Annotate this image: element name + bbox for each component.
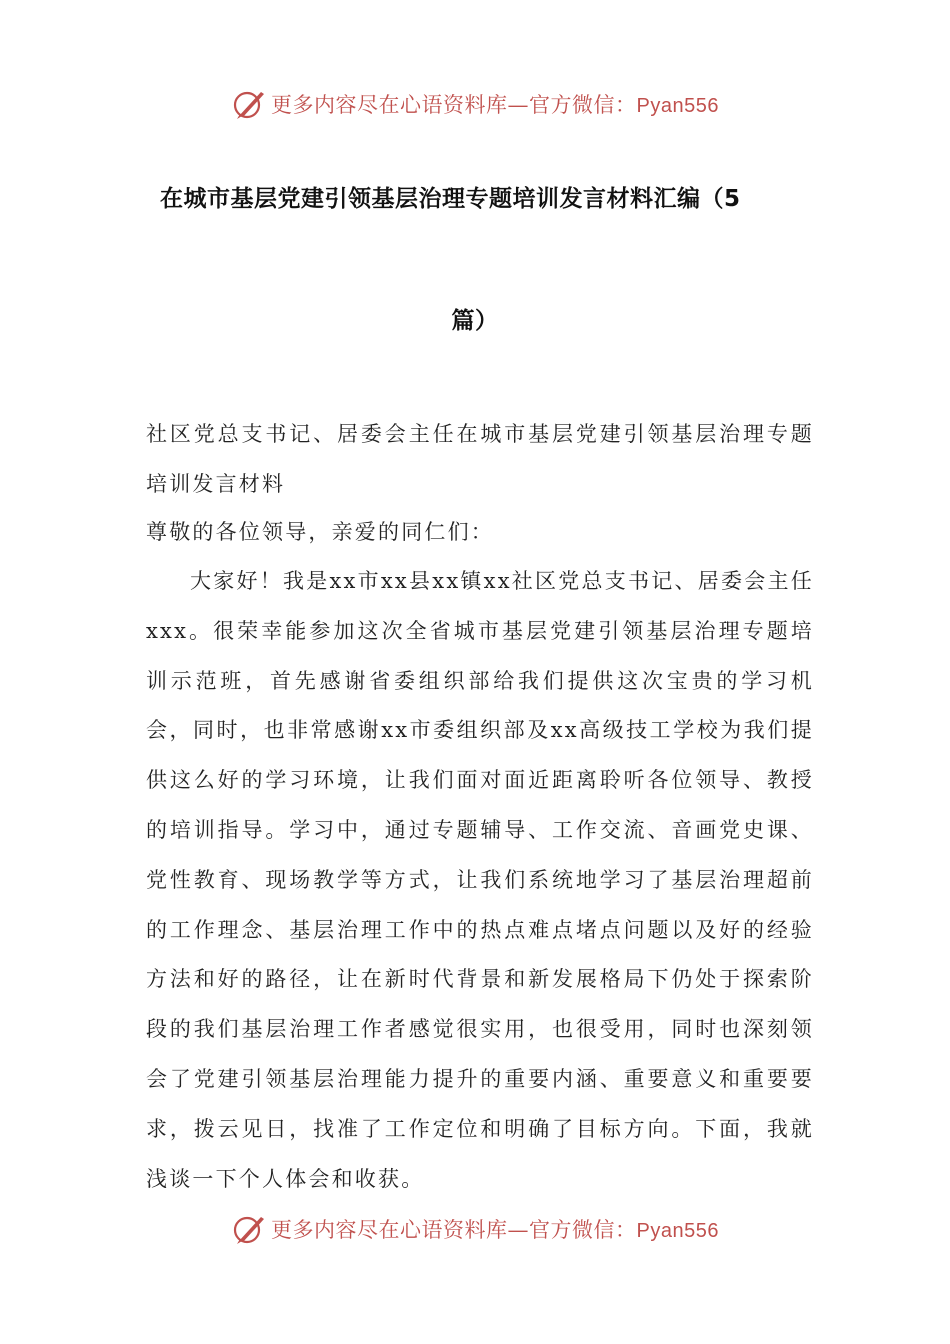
section-heading: 社区党总支书记、居委会主任在城市基层党建引领基层治理专题培训发言材料 <box>146 422 814 496</box>
footer-banner-content <box>231 1211 719 1247</box>
header-banner-content <box>231 86 719 122</box>
main-paragraph: 大家好！我是xx市xx县xx镇xx社区党总支书记、居委会主任xxx。很荣幸能参加这次全省城市基层党建引领基层治理专题培训示范班，首先感谢省委组织部给我们提供这次宝贵的学习机会，同时，也非常感谢xx市委组织部及xx高级技工学校为我们提供这么好的学习环境，让我们面对面近距离聆听各位领导、教授的培训指导。学习中，通过专题辅导、工作交流、音画党史课、党性教育、现场教学等方式，让我们系统地学习了基层治理超前的工作理念、基层治理工作中的热点难点堵点问题以及好的经验方法和好的路径，让在新时代背景和新发展格局下仍处于探索阶段的我们基层治理工作者感觉很实用，也很受用，同时也深刻领会了党建引领基层治理能力提升的重要内涵、重要意义和重要要求，拨云见日，找准了工作定位和明确了目标方向。下面，我就浅谈一下个人体会和收获。 <box>146 569 814 1191</box>
header-wechat-id: Pyan556 <box>636 95 719 117</box>
section-heading-block <box>146 410 814 510</box>
document-title-line1: 在城市基层党建引领基层治理专题培训发言材料汇编（5 <box>160 186 741 212</box>
quill-pen-logo-icon <box>231 1211 267 1247</box>
document-title-line2: 篇） <box>451 308 499 334</box>
header-banner-text: 更多内容尽在心语资料库—官方微信：Pyan556 <box>271 93 719 117</box>
quill-pen-logo-icon <box>231 86 267 122</box>
header-banner <box>0 82 950 126</box>
main-paragraph-block <box>146 557 814 1204</box>
footer-banner <box>0 1207 950 1251</box>
greeting-block <box>146 508 814 558</box>
greeting: 尊敬的各位领导，亲爱的同仁们： <box>146 520 494 544</box>
footer-banner-text: 更多内容尽在心语资料库—官方微信：Pyan556 <box>271 1218 719 1242</box>
footer-wechat-id: Pyan556 <box>636 1220 719 1242</box>
